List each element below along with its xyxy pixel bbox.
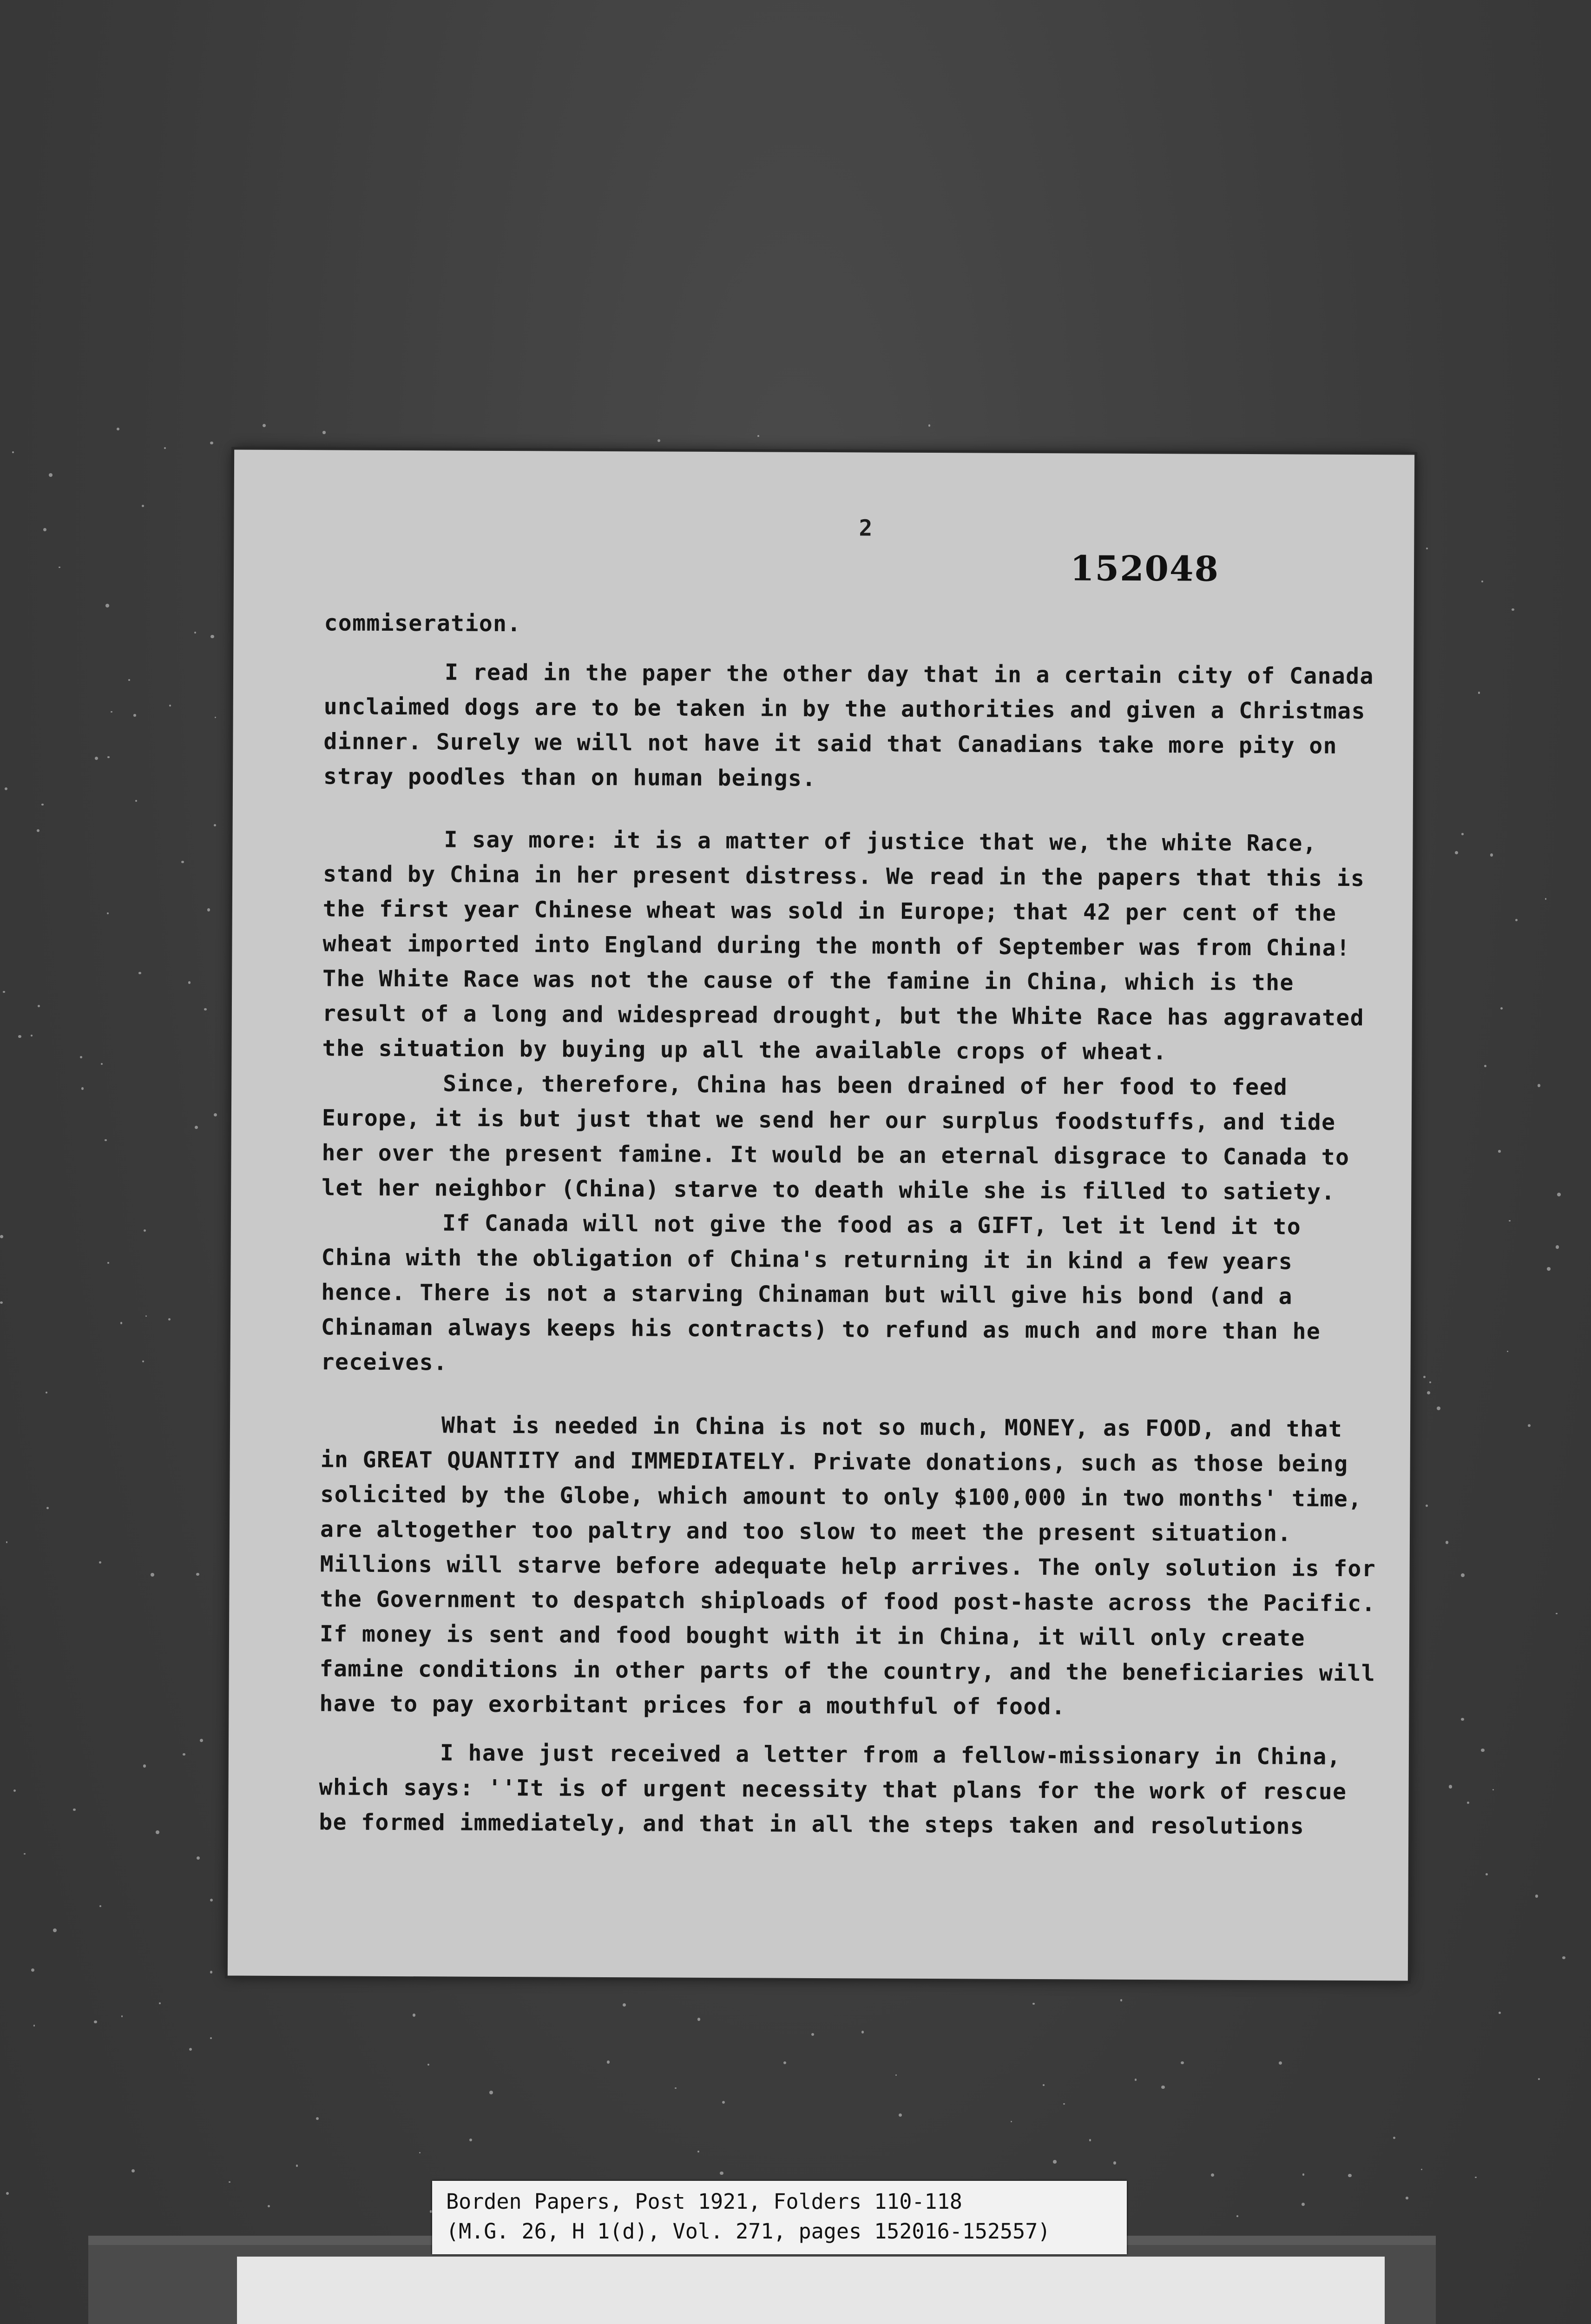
archive-label-line-1: Borden Papers, Post 1921, Folders 110-118 <box>446 2189 962 2214</box>
film-speck <box>31 1035 33 1037</box>
film-speck <box>1484 1065 1486 1067</box>
film-speck <box>120 1322 122 1324</box>
paragraph-5: What is needed in China is not so much, MONEY, as FOOD, and that in GREAT QUANTITY and IMMEDIATELY. Private donations, such as those being solicited by the Globe, which amount to only $100,000 in two months' time, are altogether too paltry and too slow to meet the present situation. Millions will starve before adequate help arrives. The only solution is for the Government to despatch shiploads of food post-haste across the Pacific. If money is sent and food bought with it in China, it will only create famine conditions in other parts of the country, and the beneficiaries will have to pay exorbitant prices for a mouthful of food. <box>319 1412 1376 1720</box>
film-speck <box>1437 1406 1440 1410</box>
film-speck <box>138 972 141 974</box>
film-speck <box>1478 692 1480 693</box>
film-speck <box>142 1360 144 1362</box>
film-speck <box>1461 1718 1464 1721</box>
film-speck <box>214 1113 217 1116</box>
film-speck <box>128 679 130 681</box>
film-speck <box>675 2087 677 2089</box>
film-speck <box>80 1056 82 1058</box>
film-speck <box>169 705 171 706</box>
film-speck <box>135 800 137 802</box>
film-speck <box>1499 2012 1501 2014</box>
paragraph-4: If Canada will not give the food as a GIFT, let it lend it to China with the obligation of China's returning it in kind a few years hence. There is not a starving Chinaman but will give his bond (and a Chinaman always keeps his contracts) to refund as much and more than he receives. <box>321 1210 1321 1376</box>
film-speck <box>43 528 46 531</box>
film-speck <box>215 717 216 718</box>
film-speck <box>13 1789 16 1792</box>
film-speck <box>419 2152 421 2153</box>
film-speck <box>99 1905 101 1907</box>
film-speck <box>1426 548 1428 549</box>
film-speck <box>316 2117 319 2120</box>
paragraph-6: I have just received a letter from a fellow-missionary in China, which says: ''It is of urgent necessity that plans for the work of rescue be formed immediately, and that in all the steps taken and resolutions <box>319 1740 1347 1840</box>
film-speck <box>99 1561 101 1564</box>
film-speck <box>1135 2079 1137 2081</box>
film-speck <box>263 424 266 427</box>
film-speck <box>229 2181 230 2183</box>
film-speck <box>1535 1895 1538 1897</box>
film-speck <box>107 1262 109 1264</box>
film-speck <box>1043 2084 1044 2086</box>
film-speck <box>1557 1193 1561 1196</box>
paragraph-3: Since, therefore, China has been drained of her food to feed Europe, it is but just that we send her our surplus foodstuffs, and tide her over the present famine. It would be an eternal disgrace to Canada to let her neighbor (China) starve to death while she is filled to satiety. <box>322 1070 1350 1205</box>
film-speck <box>46 1507 49 1509</box>
film-speck <box>164 447 166 449</box>
film-speck <box>107 756 110 759</box>
film-speck <box>1515 919 1518 921</box>
film-speck <box>117 428 119 430</box>
film-speck <box>1089 2139 1091 2141</box>
film-speck <box>296 2165 298 2166</box>
stamp-card-outer <box>237 2257 1385 2324</box>
paragraph-0: commiseration. <box>324 610 521 637</box>
film-speck <box>145 1315 147 1317</box>
film-speck <box>1538 2078 1540 2080</box>
film-speck <box>861 2031 864 2033</box>
film-speck <box>131 2169 135 2172</box>
film-speck <box>1490 853 1493 857</box>
film-speck <box>322 431 325 434</box>
film-speck <box>142 505 144 507</box>
film-speck <box>81 1087 84 1089</box>
film-speck <box>3 991 5 993</box>
paragraph-2: I say more: it is a matter of justice that we, the white Race, stand by China in her present distress. We read in the papers that this is the first year Chinese wheat was sold in Europe; that 42 per cent of the wheat imported into England during the month of September was from China! The White Race was not the cause of the famine in China, which is the result of a long and widespread drought, but the White Race has aggravated the situation by buying up all the available crops of wheat. <box>322 826 1365 1065</box>
film-speck <box>623 2003 626 2007</box>
film-speck <box>1302 2173 1304 2175</box>
film-speck <box>1475 2177 1477 2179</box>
film-speck <box>6 2192 9 2195</box>
film-speck <box>1449 1785 1453 1789</box>
film-speck <box>144 1229 146 1232</box>
film-speck <box>1545 898 1546 899</box>
film-speck <box>94 2020 97 2023</box>
film-speck <box>105 1139 106 1141</box>
film-speck <box>111 711 112 713</box>
film-speck <box>1547 1267 1551 1271</box>
film-speck <box>720 2172 723 2175</box>
letter-body <box>319 606 1384 1844</box>
film-speck <box>928 424 930 426</box>
archive-label-line-2: (M.G. 26, H 1(d), Vol. 271, pages 152016-152557) <box>446 2219 1051 2244</box>
film-speck <box>1406 2197 1408 2199</box>
film-speck <box>1053 2160 1056 2163</box>
film-speck <box>1279 2061 1282 2065</box>
film-speck <box>12 451 14 453</box>
film-speck <box>1426 1505 1428 1507</box>
film-speck <box>469 2139 472 2141</box>
film-speck <box>1348 2174 1352 2178</box>
film-speck <box>18 1035 21 1038</box>
film-speck <box>210 1971 213 1974</box>
film-speck <box>151 1573 154 1577</box>
film-speck <box>1429 1381 1431 1383</box>
film-speck <box>210 442 213 445</box>
film-speck <box>59 567 60 568</box>
film-speck <box>0 1235 3 1238</box>
film-speck <box>489 2091 493 2094</box>
film-speck <box>181 861 184 863</box>
film-speck <box>1481 1749 1485 1752</box>
film-speck <box>1423 1376 1426 1378</box>
film-speck <box>1113 2161 1116 2164</box>
film-speck <box>757 435 759 437</box>
film-speck <box>121 2015 123 2017</box>
film-speck <box>1498 1150 1501 1153</box>
film-speck <box>1427 1391 1430 1394</box>
film-speck <box>6 1541 7 1543</box>
document-number: 152048 <box>1070 548 1220 589</box>
film-speck <box>1509 1220 1511 1222</box>
page-number: 2 <box>859 515 873 541</box>
film-speck <box>156 1830 159 1834</box>
film-speck <box>657 439 660 442</box>
film-speck <box>1512 608 1514 611</box>
film-speck <box>1032 2003 1034 2005</box>
archive-reference-label <box>432 2181 1127 2254</box>
film-speck <box>1236 2215 1238 2217</box>
typed-letter-page <box>228 449 1414 1981</box>
film-speck <box>1461 833 1464 835</box>
film-speck <box>1393 2137 1395 2139</box>
film-speck <box>1556 1613 1558 1615</box>
film-speck <box>49 473 53 477</box>
film-speck <box>1181 2061 1184 2065</box>
film-speck <box>210 635 214 638</box>
film-speck <box>1538 1084 1541 1087</box>
film-speck <box>194 632 196 634</box>
film-speck <box>0 1301 2 1304</box>
film-speck <box>188 981 191 984</box>
film-speck <box>133 714 136 716</box>
film-speck <box>210 1899 213 1901</box>
film-speck <box>413 2014 416 2017</box>
film-speck <box>37 829 39 832</box>
film-speck <box>899 2113 902 2117</box>
film-speck <box>105 604 109 607</box>
paragraph-1: I read in the paper the other day that in a certain city of Canada unclaimed dogs are to be taken in by the authorities and given a Christmas dinner. Surely we will not have it said that Canadians take more pity on stray poodles than on human beings. <box>323 659 1374 792</box>
film-speck <box>73 1809 75 1811</box>
film-speck <box>195 1126 198 1129</box>
film-speck <box>1302 2203 1305 2206</box>
film-speck <box>607 2060 610 2063</box>
film-speck <box>101 1063 103 1065</box>
film-speck <box>53 1928 57 1932</box>
